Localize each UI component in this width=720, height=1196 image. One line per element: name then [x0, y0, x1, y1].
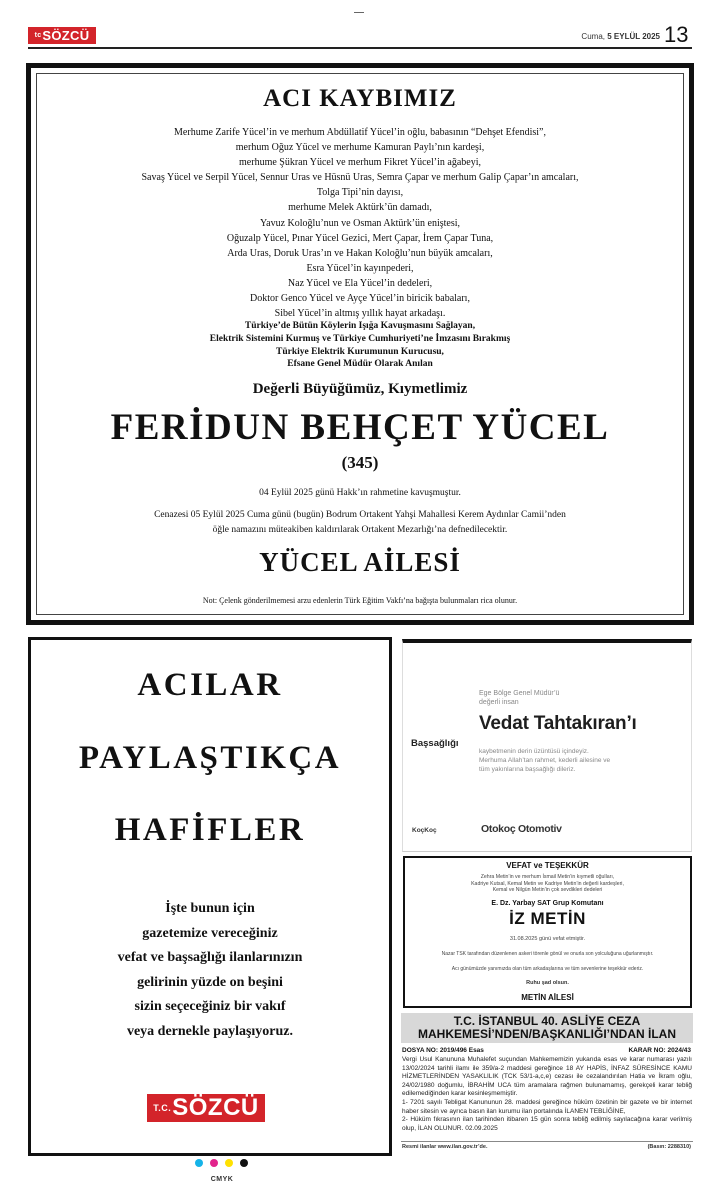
r2-date: 31.08.2025 günü vefat etmiştir. — [509, 936, 586, 942]
otokoc-logo: Otokoç Otomotiv — [481, 823, 562, 835]
r2-intro-line: Kemal ve Nilgün Metin’in çok sevdikleri dedeleri — [492, 887, 603, 893]
legacy-line: Efsane Genel Müdür Olarak Anılan — [287, 359, 433, 370]
main-ad-number: (345) — [341, 453, 379, 472]
r2-rank: E. Dz. Yarbay SAT Grup Komutanı — [491, 900, 604, 907]
r2-intro-line: Zehra Metin’in ve merhum İsmail Metin’in kıymetli oğulları, — [480, 874, 615, 880]
court-paragraph: 2- Hüküm fıkrasının ilan tarihinden itibaren 15 gün sonra tebliğ edilmiş sayılacağına karar verilmiş olup, İLAN OLUNUR. 02.09.2025 — [402, 1116, 692, 1132]
promo-body-line: gazetemize vereceğiniz — [142, 925, 278, 941]
r2-closing: Ruhu şad olsun. — [526, 980, 569, 986]
lineage-line: Naz Yücel ve Ela Yücel’in dedeleri, — [287, 277, 433, 289]
main-ad-legacy — [36, 320, 684, 371]
logo-tc: tc — [34, 32, 42, 39]
intro-line: değerli insan — [479, 699, 519, 706]
legacy-line: Türkiye Elektrik Kurumunun Kurucusu, — [276, 346, 444, 357]
lineage-line: merhume Melek Aktürk’ün damadı, — [288, 202, 432, 214]
cmyk-label: CMYK — [210, 1176, 234, 1183]
intro-line: Ege Bölge Genel Müdür’ü — [479, 690, 560, 697]
promo-line-2: PAYLAŞTIKÇA — [78, 740, 342, 776]
promo-body-line: İşte bunun için — [165, 901, 255, 916]
karar-no — [621, 1047, 691, 1054]
page-number: 13 — [664, 22, 689, 47]
date-main: 5 EYLÜL 2025 — [607, 32, 660, 41]
funeral-info — [36, 508, 684, 538]
court-notice-body — [402, 1056, 692, 1133]
funeral-line: öğle namazını müteakiben kaldırılarak Ortakent Mezarlığı’na defnedilecektir. — [212, 525, 508, 535]
death-note: 04 Eylül 2025 günü Hakk’ın rahmetine kavuşmuştur. — [259, 488, 461, 498]
logo-text: SÖZCÜ — [172, 1094, 259, 1121]
r2-thanks: Nazar TSK tarafından düzenlenen askeri törenle gönül ve onurla son yolculuğuna uğurlanmıştır. — [441, 951, 654, 957]
r2-family: METİN AİLESİ — [521, 993, 574, 1002]
deceased-name: FERİDUN BEHÇET YÜCEL — [110, 407, 610, 448]
lineage-line: Yavuz Koloğlu’nun ve Osman Aktürk’ün eniştesi, — [259, 217, 461, 229]
header-rule — [28, 47, 692, 49]
lineage-line: merhum Oğuz Yücel ve merhume Kamuran Paylı’nın kardeşi, — [235, 142, 485, 154]
karar-label: KARAR NO: — [628, 1047, 666, 1054]
lineage-line: Merhume Zarife Yücel’in ve merhum Abdüllatif Yücel’in oğlu, babasının “Dehşet Efendisi”, — [174, 127, 546, 138]
body-line: Merhuma Allah’tan rahmet, kederli ailesine ve — [479, 757, 611, 764]
koc-logo: KoçKoç — [412, 827, 437, 834]
funeral-line: Cenazesi 05 Eylül 2025 Cuma günü (bugün) Bodrum Ortakent Yahşi Mahallesi Kerem Aydınlar Camii’nden — [154, 510, 566, 520]
main-ad-lineage — [36, 125, 684, 321]
court-footer-right: (Basın: 2288310) — [647, 1144, 691, 1150]
logo-text: SÖZCÜ — [42, 28, 90, 43]
lineage-line: Doktor Genco Yücel ve Ayçe Yücel’in biricik babaları, — [250, 293, 470, 305]
promo-body-line: gelirinin yüzde on beşini — [137, 974, 283, 990]
body-line: kaybetmenin derin üzüntüsü içindeyiz. — [479, 748, 589, 755]
r2-intro-line: Kadriye Kutsal, Kemal Metin ve Kadriye Metin’in değerli kardeşleri, — [471, 880, 624, 887]
cmyk-dot-cyan — [195, 1159, 203, 1167]
dosya-no — [402, 1047, 484, 1054]
cmyk-dot-yellow — [225, 1159, 233, 1167]
promo-body-line: veya dernekle paylaşıyoruz. — [126, 1023, 294, 1039]
promo-line-3: HAFİFLER — [114, 812, 306, 848]
court-footer-rule — [401, 1141, 693, 1142]
logo-tc: T.C. — [153, 1103, 172, 1113]
sozcu-logo — [28, 27, 96, 44]
lineage-line: Savaş Yücel ve Serpil Yücel, Sennur Uras ve Hüsnü Uras, Semra Çapar ve merhum Galip Çapar’ın amcaları, — [141, 172, 579, 184]
r2-intro — [405, 874, 690, 894]
family-signature: YÜCEL AİLESİ — [259, 547, 461, 577]
court-footer-left: Resmi ilanlar www.ilan.gov.tr’de. — [402, 1144, 488, 1150]
sozcu-logo-large — [147, 1094, 265, 1122]
wreath-note: Not: Çelenk gönderilmemesi arzu edenlerin Türk Eğitim Vakfı’na bağışta bulunmaları rica olunur. — [202, 596, 518, 605]
court-paragraph: 1- 7201 sayılı Tebligat Kanununun 28. maddesi gereğince hüküm özetinin bir gazete ve bir internet haber sitesin ve ayrıca basın ilan kurumu ilan portalında İLANEN TEBLİĞİNE, — [402, 1098, 692, 1115]
issue-date — [560, 32, 660, 41]
lineage-line: Sibel Yücel’in altmış yıllık hayat arkadaşı. — [274, 308, 446, 320]
cmyk-dot-magenta — [210, 1159, 218, 1167]
court-paragraph: Vergi Usul Kanununa Muhalefet suçundan Mahkememizin yukarıda esas ve karar numarası yazılı 13/02/2024 tarihli ilamı ile 359/a-2 maddesi gereğince 18 AY HAPİS, İNFAZ SÜRESİNCE KAMU HİZMETLERİNDEN YASAKLILIK (TCK 53/1-a,c,e) cezası ile cezalandırılan Hatia ve İkram oğlu, 24/02/1980 doğumlu, İBRAHİM UCA tüm aramalara rağmen bulunamamış, gerekçeli karar tebliğ edilemediğinden karar kesinleşmemiştir. — [402, 1056, 692, 1098]
legacy-line: Elektrik Sistemini Kurmuş ve Türkiye Cumhuriyeti’ne İmzasını Bırakmış — [209, 333, 511, 344]
lineage-line: Oğuzalp Yücel, Pınar Yücel Gezici, Mert Çapar, İrem Çapar Tuna, — [226, 232, 494, 244]
otokoc-deceased-name: Vedat Tahtakıran’ı — [479, 713, 637, 734]
lineage-line: merhume Şükran Yücel ve merhum Fikret Yücel’in ağabeyi, — [239, 157, 481, 169]
court-notice-ad — [401, 1013, 693, 1156]
promo-line-1: ACILAR — [137, 667, 283, 703]
promo-body-line: sizin seçeceğiniz bir vakıf — [134, 999, 286, 1014]
karar-value: 2024/43 — [667, 1047, 691, 1054]
dosya-value: 2019/496 Esas — [439, 1047, 484, 1054]
main-ad-subtitle: Değerli Büyüğümüz, Kıymetlimiz — [252, 381, 468, 397]
court-notice-title — [401, 1015, 693, 1041]
cmyk-dot-black — [240, 1159, 248, 1167]
otokoc-intro — [479, 689, 559, 707]
promo-body — [31, 897, 389, 1044]
dosya-label: DOSYA NO: — [402, 1047, 438, 1054]
r2-thanks-2: Acı günümüzde yanımızda olan tüm arkadaşlarına ve tüm sevenlerine teşekkür ederiz. — [451, 966, 644, 972]
top-registration-mark — [354, 12, 364, 13]
legacy-line: Türkiye’de Bütün Köylerin Işığa Kavuşmasını Sağlayan, — [244, 321, 476, 331]
main-ad-title: ACI KAYBIMIZ — [263, 85, 457, 112]
court-title-line: T.C. İSTANBUL 40. ASLİYE CEZA — [453, 1014, 641, 1028]
date-prefix: Cuma, — [581, 32, 605, 41]
otokoc-label: Başsağlığı — [411, 738, 459, 749]
lineage-line: Esra Yücel’in kayınpederi, — [306, 262, 414, 274]
promo-body-line: vefat ve başsağlığı ilanlarınızın — [117, 950, 303, 965]
body-line: tüm yakınlarına başsağlığı dileriz. — [479, 766, 576, 773]
r2-name: İZ METİN — [509, 909, 586, 928]
otokoc-body — [479, 747, 610, 774]
lineage-line: Arda Uras, Doruk Uras’ın ve Hakan Koloğlu’nun büyük amcaları, — [227, 247, 493, 259]
r2-title: VEFAT ve TEŞEKKÜR — [506, 861, 589, 870]
court-title-line: MAHKEMESİ’NDEN/BAŞKANLIĞI’NDAN İLAN — [418, 1027, 676, 1041]
lineage-line: Tolga Tipi’nin dayısı, — [316, 187, 404, 199]
